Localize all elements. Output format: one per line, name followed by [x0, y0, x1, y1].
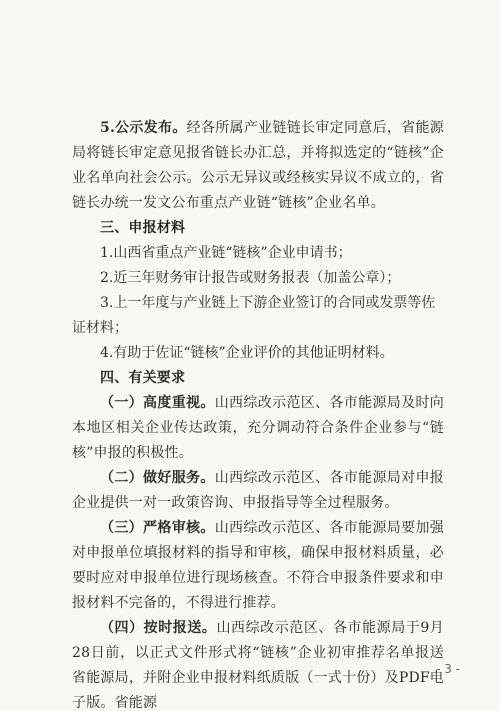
- material-item-1: 1.山西省重点产业链“链核”企业申请书；: [100, 245, 352, 261]
- section-3-heading: 三、申报材料: [100, 220, 186, 236]
- requirement-item-2-lead: （二）做好服务。: [100, 470, 215, 486]
- requirement-item-2-text: 山西综改示范区、各市能源局对申报企业提供一对一政策咨询、申报指导等全过程服务。: [72, 470, 444, 511]
- section-4-heading: 四、有关要求: [100, 370, 186, 386]
- material-item-2: 2.近三年财务审计报告或财务报表（加盖公章）；: [100, 270, 401, 286]
- requirement-item-1-lead: （一）高度重视。: [100, 395, 215, 411]
- paragraph-publicity-lead: 5.公示发布。: [100, 120, 187, 136]
- material-item-3: 3.上一年度与产业链上下游企业签订的合同或发票等佐证材料；: [72, 295, 436, 336]
- requirement-item-4: [72, 616, 444, 711]
- paragraph-publicity-text: 经各所属产业链链长审定同意后，省能源局将链长审定意见报省链长办汇总，并将拟选定的“链核”企业名单向社会公示。公示无异议或经核实异议不成立的，省链长办统一发文公布重点产业链“链核”企业名单。: [72, 120, 444, 211]
- paragraph-publicity: [72, 116, 444, 216]
- requirement-item-2: [72, 466, 444, 516]
- requirement-item-3-lead: （三）严格审核。: [100, 520, 215, 536]
- page-number: - 3 -: [436, 662, 460, 676]
- material-item-4: 4.有助于佐证“链核”企业评价的其他证明材料。: [100, 345, 394, 361]
- requirement-item-4-lead: （四）按时报送。: [100, 620, 217, 636]
- requirement-item-1: [72, 391, 444, 466]
- requirement-item-3: [72, 516, 444, 616]
- requirement-item-4-text: 山西综改示范区、各市能源局于9月28日前，以正式文件形式将“链核”企业初审推荐名单报送省能源局，并附企业申报材料纸质版（一式十份）及PDF电子版。省能源: [72, 620, 444, 711]
- document-content: [72, 116, 444, 711]
- requirement-item-1-text: 山西综改示范区、各市能源局及时向本地区相关企业传达政策，充分调动符合条件企业参与“链核”申报的积极性。: [72, 395, 444, 461]
- requirement-item-3-text: 山西综改示范区、各市能源局要加强对申报单位填报材料的指导和审核，确保申报材料质量，必要时应对申报单位进行现场核查。不符合申报条件要求和申报材料不完备的，不得进行推荐。: [72, 520, 444, 611]
